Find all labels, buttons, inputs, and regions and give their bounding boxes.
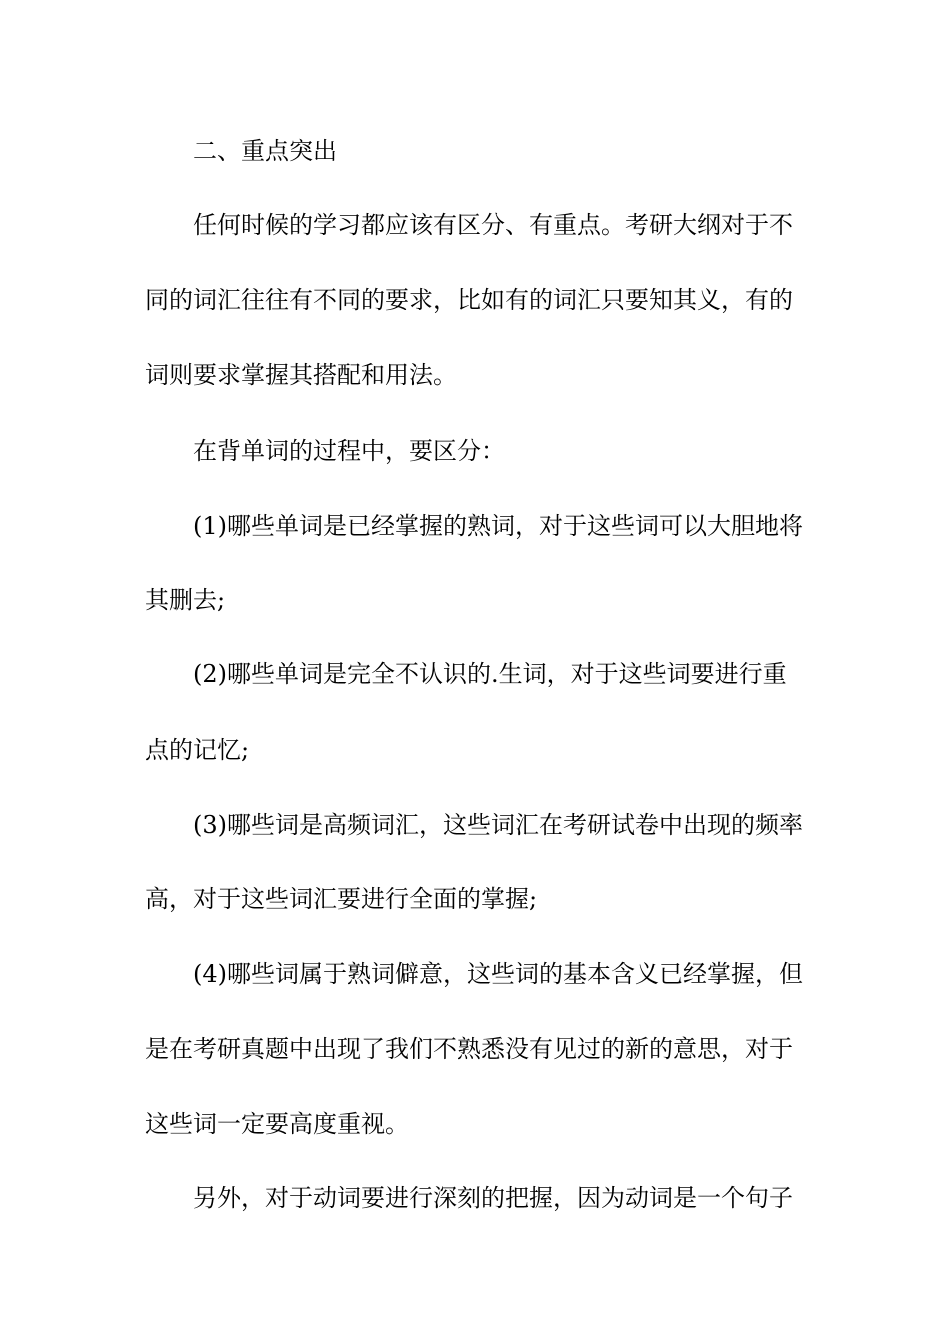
paragraph-line: 在背单词的过程中，要区分：	[193, 437, 505, 465]
list-item-line: (3)哪些词是高频词汇，这些词汇在考研试卷中出现的频率	[193, 811, 803, 839]
list-item-line: (2)哪些单词是完全不认识的.生词，对于这些词要进行重	[193, 660, 787, 688]
paragraph-line: 另外，对于动词要进行深刻的把握，因为动词是一个句子	[193, 1184, 793, 1212]
paragraph-line: 任何时候的学习都应该有区分、有重点。考研大纲对于不	[193, 211, 793, 239]
paragraph-line: 同的词汇往往有不同的要求，比如有的词汇只要知其义，有的	[145, 286, 793, 314]
list-item-line: 是在考研真题中出现了我们不熟悉没有见过的新的意思，对于	[145, 1035, 793, 1063]
list-item-line: 这些词一定要高度重视。	[145, 1110, 409, 1138]
paragraph-line: 词则要求掌握其搭配和用法。	[145, 361, 457, 389]
list-item-line: 高，对于这些词汇要进行全面的掌握;	[145, 885, 538, 913]
list-item-line: (4)哪些词属于熟词僻意，这些词的基本含义已经掌握，但	[193, 960, 803, 988]
section-heading: 二、重点突出	[193, 137, 337, 165]
list-item-line: 其删去;	[145, 586, 226, 614]
list-item-line: (1)哪些单词是已经掌握的熟词，对于这些词可以大胆地将	[193, 512, 803, 540]
list-item-line: 点的记忆;	[145, 736, 250, 764]
